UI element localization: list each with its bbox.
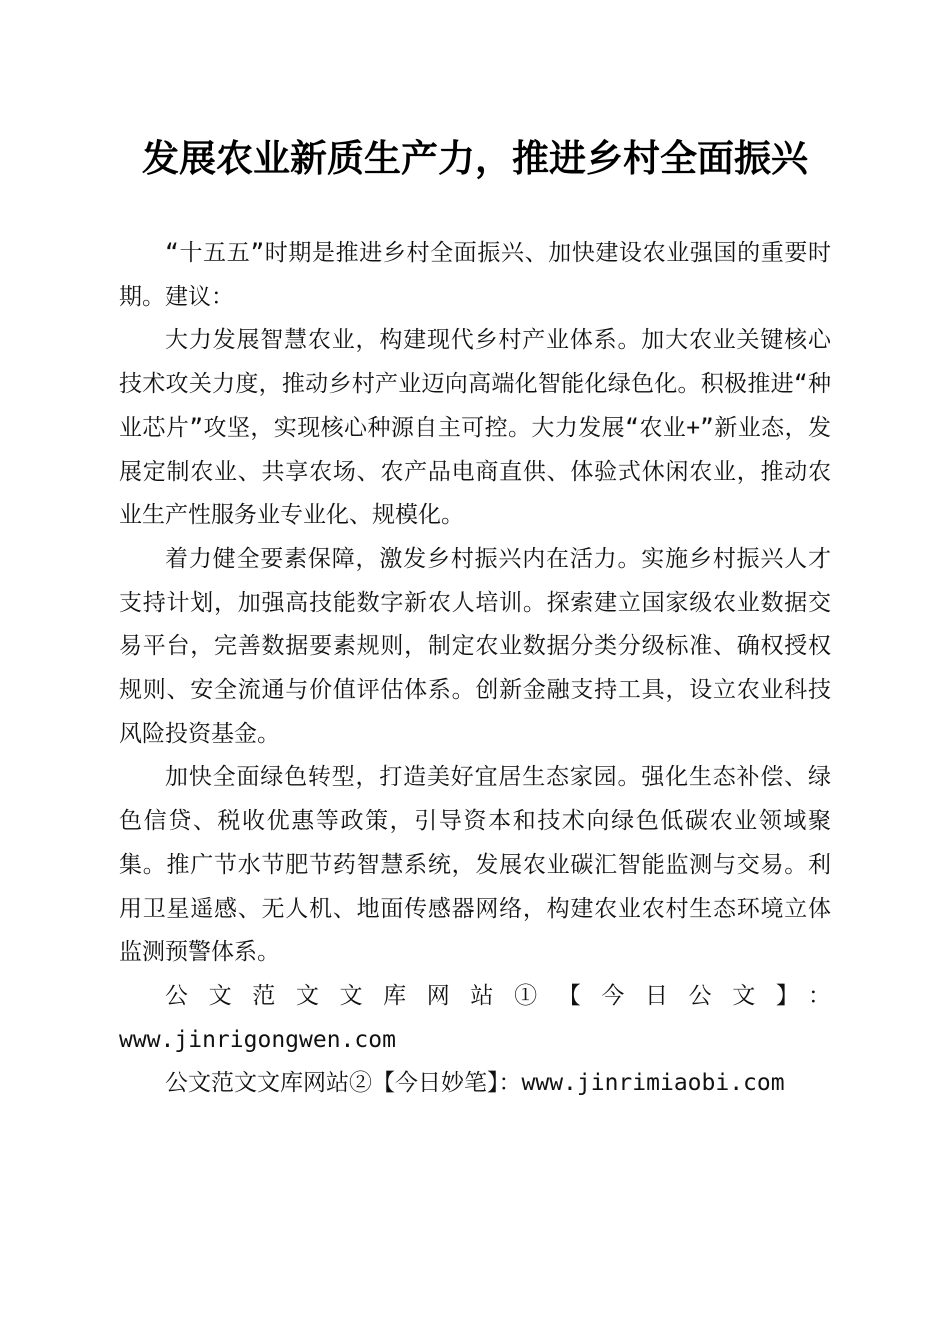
footer-site1-label: 公文范文文库网站①【今日公文】： bbox=[165, 982, 831, 1009]
footer-site2-url[interactable]: www.jinrimiaobi.com bbox=[521, 1070, 785, 1097]
footer-site2-label: 公文范文文库网站②【今日妙笔】： bbox=[165, 1070, 522, 1097]
footer-site1-url[interactable]: www.jinrigongwen.com bbox=[119, 1026, 396, 1053]
document-body bbox=[119, 232, 831, 1106]
document-title: 发展农业新质生产力，推进乡村全面振兴 bbox=[142, 136, 808, 180]
paragraph-green-transition: 加快全面绿色转型，打造美好宜居生态家园。强化生态补偿、绿色信贷、税收优惠等政策，引导资本和技术向绿色低碳农业领域聚集。推广节水节肥节药智慧系统，发展农业碳汇智能监测与交易。利用卫星遥感、无人机、地面传感器网络，构建农业农村生态环境立体监测预警体系。 bbox=[119, 764, 831, 966]
footer-site2 bbox=[119, 1062, 831, 1106]
paragraph-factor-guarantee: 着力健全要素保障，激发乡村振兴内在活力。实施乡村振兴人才支持计划，加强高技能数字新农人培训。探索建立国家级农业数据交易平台，完善数据要素规则，制定农业数据分类分级标准、确权授权规则、安全流通与价值评估体系。创新金融支持工具，设立农业科技风险投资基金。 bbox=[119, 545, 831, 747]
paragraph-intro: “十五五”时期是推进乡村全面振兴、加快建设农业强国的重要时期。建议： bbox=[119, 240, 831, 310]
paragraph-smart-agriculture: 大力发展智慧农业，构建现代乡村产业体系。加大农业关键核心技术攻关力度，推动乡村产业迈向高端化智能化绿色化。积极推进“种业芯片”攻坚，实现核心种源自主可控。大力发展“农业+”新业态，发展定制农业、共享农场、农产品电商直供、体验式休闲农业，推动农业生产性服务业专业化、规模化。 bbox=[119, 327, 831, 529]
